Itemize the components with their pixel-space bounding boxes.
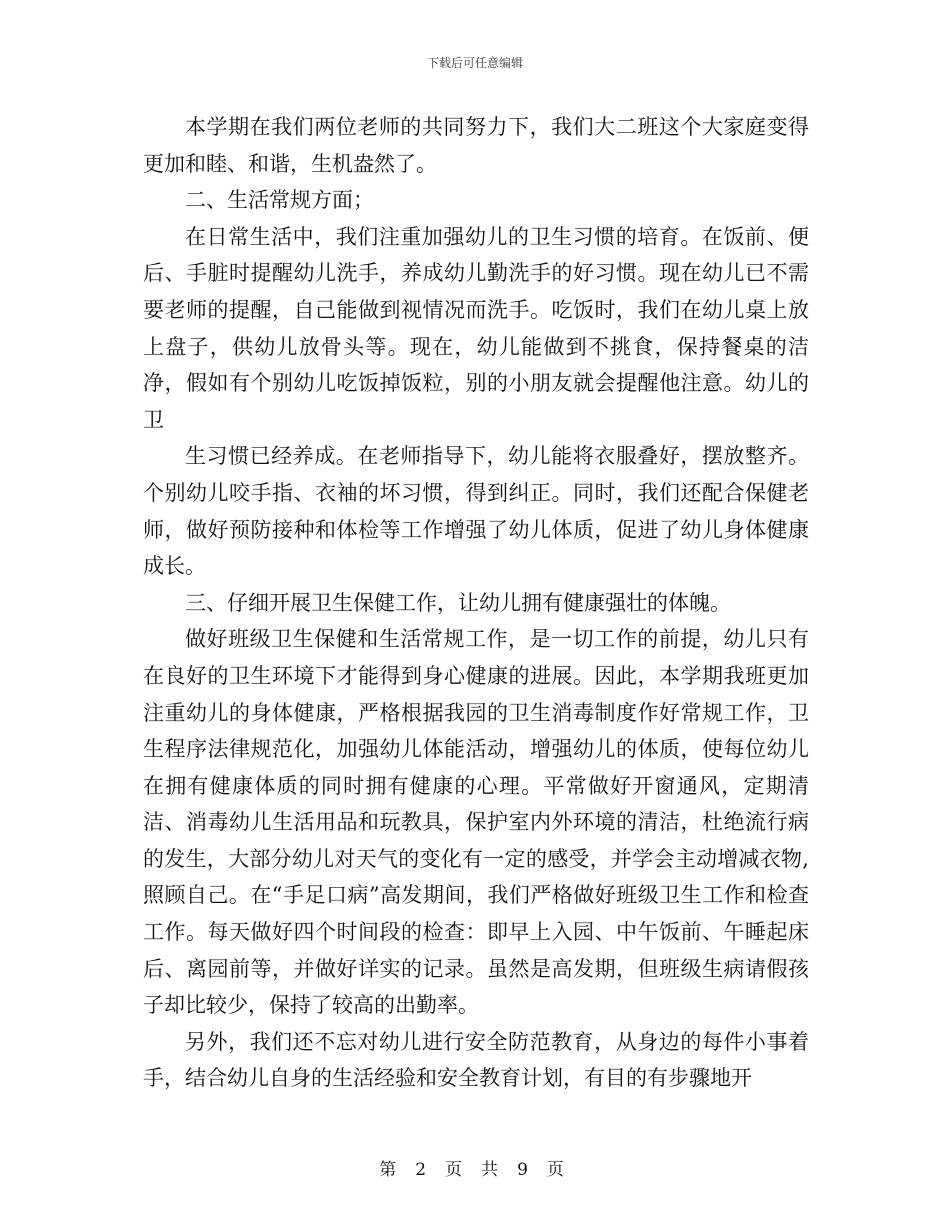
paragraph: 另外，我们还不忘对幼儿进行安全防范教育，从身边的每件小事着手，结合幼儿自身的生活经验和安全教育计划，有目的有步骤地开 — [143, 1029, 809, 1091]
page-header: 下载后可任意编辑 — [426, 56, 523, 70]
section-heading: 二、生活常规方面； — [185, 188, 374, 213]
document-body — [143, 109, 809, 1097]
paragraph: 生习惯已经养成。在老师指导下，幼儿能将衣服叠好，摆放整齐。个别幼儿咬手指、衣袖的坏习惯，得到纠正。同时，我们还配合保健老师，做好预防接种和体检等工作增强了幼儿体质，促进了幼儿身体健康成长。 — [143, 444, 809, 579]
paragraph: 在日常生活中，我们注重加强幼儿的卫生习惯的培育。在饭前、便后、手脏时提醒幼儿洗手，养成幼儿勤洗手的好习惯。现在幼儿已不需要老师的提醒，自己能做到视情况而洗手。吃饭时，我们在幼儿桌上放上盘子，供幼儿放骨头等。现在，幼儿能做到不挑食，保持餐桌的洁净，假如有个别幼儿吃饭掉饭粒，别的小朋友就会提醒他注意。幼儿的卫 — [143, 224, 809, 432]
section-heading: 三、仔细开展卫生保健工作，让幼儿拥有健康强壮的体魄。 — [185, 590, 731, 615]
page-number: 第 2 页 共 9 页 — [379, 1160, 571, 1180]
paragraph: 做好班级卫生保健和生活常规工作，是一切工作的前提，幼儿只有在良好的卫生环境下才能得到身心健康的进展。因此，本学期我班更加注重幼儿的身体健康，严格根据我园的卫生消毒制度作好常规工作，卫生程序法律规范化，加强幼儿体能活动，增强幼儿的体质，使每位幼儿在拥有健康体质的同时拥有健康的心理。平常做好开窗通风，定期清洁、消毒幼儿生活用品和玩教具，保护室内外环境的清洁，杜绝流行病的发生，大部分幼儿对天气的变化有一定的感受，并学会主动增减衣物,照顾自己。在“手足口病”高发期间，我们严格做好班级卫生工作和检查工作。每天做好四个时间段的检查：即早上入园、中午饭前、午睡起床后、离园前等，并做好详实的记录。虽然是高发期，但班级生病请假孩子却比较少，保持了较高的出勤率。 — [143, 627, 809, 1018]
paragraph: 本学期在我们两位老师的共同努力下，我们大二班这个大家庭变得更加和睦、和谐，生机盎然了。 — [143, 115, 809, 176]
